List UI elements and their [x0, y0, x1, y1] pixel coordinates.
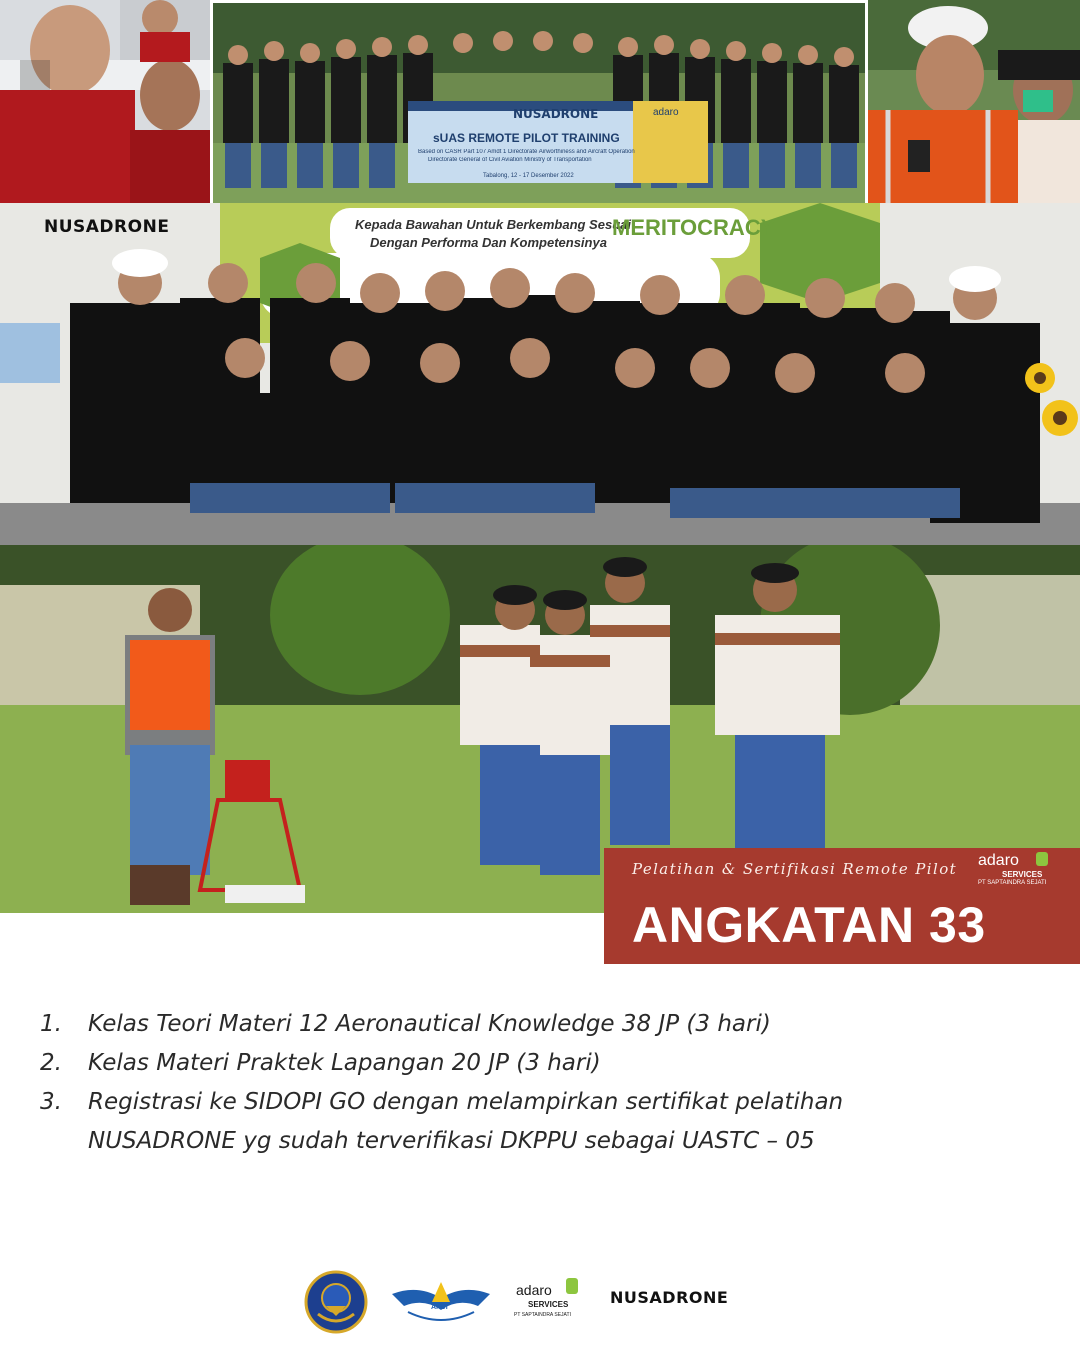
footer-logos: [0, 1262, 1080, 1342]
photo-indoor-group: [0, 203, 1080, 545]
list-item: [40, 1005, 1040, 1044]
banner-subtitle-1: Based on CASR Part 107 Amdt 1 Directorate Airworthiness and Aircraft Operation: [418, 149, 635, 155]
wall-banner-word: MERITOCRACY: [612, 215, 776, 240]
banner-partner: adaro: [653, 107, 679, 118]
list-number: 3.: [40, 1089, 62, 1115]
adaro-company-text: PT SAPTAINDRA SEJATI: [514, 1312, 571, 1318]
adaro-services-text: SERVICES: [528, 1300, 569, 1309]
nusadrone-logo: NUSADRONE: [610, 1288, 729, 1307]
photo-group-banner: [210, 0, 868, 213]
adaro-services-logo: [510, 1276, 590, 1332]
banner-title: sUAS REMOTE PILOT TRAINING: [433, 131, 620, 145]
list-text: Registrasi ke SIDOPI GO dengan melampirkan sertifikat pelatihan NUSADRONE yg sudah terverifikasi DKPPU sebagai UASTC – 05: [88, 1089, 844, 1154]
caption-subtitle: Pelatihan & Sertifikasi Remote Pilot: [632, 860, 958, 878]
banner-subtitle-2: Directorate General of Civil Aviation Ministry of Transportation: [428, 157, 592, 163]
list-number: 1.: [40, 1011, 62, 1037]
nusadrone-watermark: NUSADRONE: [44, 217, 170, 237]
adaro-services-logo-small: [978, 852, 1058, 892]
list-text: Kelas Teori Materi 12 Aeronautical Knowledge 38 JP (3 hari): [88, 1011, 771, 1037]
wall-banner-line2: Dengan Performa Dan Kompetensinya: [370, 235, 607, 250]
list-item: [40, 1083, 1040, 1161]
adaro-leaf-icon: [1036, 852, 1048, 866]
adaro-leaf-icon: [566, 1278, 578, 1294]
adaro-company-text: PT SAPTAINDRA SEJATI: [978, 880, 1047, 886]
list-item: [40, 1044, 1040, 1083]
adaro-logo-text: adaro: [516, 1282, 552, 1298]
list-text: Kelas Materi Praktek Lapangan 20 JP (3 hari): [88, 1050, 601, 1076]
apdi-logo-icon: [388, 1276, 494, 1328]
list-number: 2.: [40, 1050, 62, 1076]
photo-hardhat-worker: [868, 0, 1080, 203]
program-list: [40, 1005, 1040, 1161]
wall-banner-line1: Kepada Bawahan Untuk Berkembang Sesuai: [355, 217, 631, 232]
caption-box: [604, 848, 1080, 964]
banner-brand: NUSADRONE: [513, 107, 599, 121]
kemenhub-logo-icon: [304, 1270, 368, 1334]
adaro-logo-text: adaro: [978, 852, 1019, 869]
adaro-services-text: SERVICES: [1002, 870, 1043, 879]
photo-classroom: [0, 0, 210, 203]
apdi-logo-text: APDI: [431, 1304, 448, 1311]
caption-title: ANGKATAN 33: [632, 897, 986, 953]
banner-date: Tabalong, 12 - 17 Desember 2022: [483, 173, 574, 179]
